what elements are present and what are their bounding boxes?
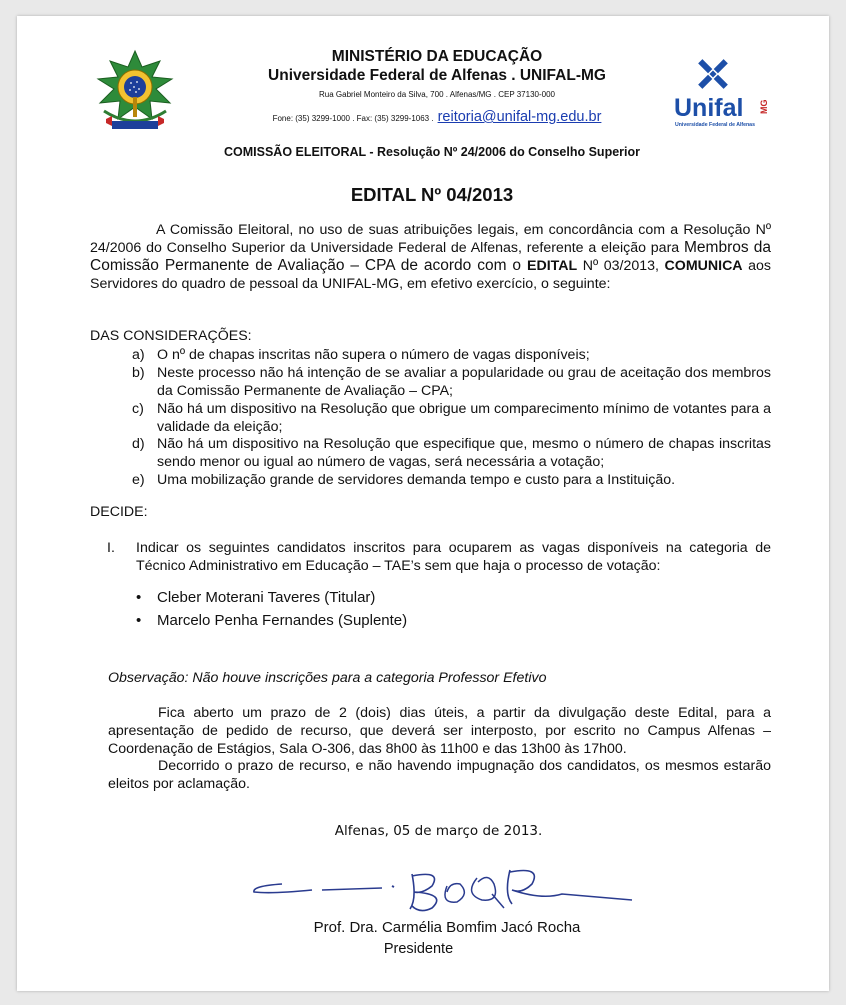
intro-paragraph (90, 221, 771, 293)
document-page (17, 16, 829, 991)
coat-of-arms-icon (90, 49, 180, 134)
candidate-name: Marcelo Penha Fernandes (Suplente) (157, 612, 408, 629)
ministry-heading: MINISTÉRIO DA EDUCAÇÃO (331, 48, 543, 65)
bullet-icon: • (136, 589, 142, 606)
decide-heading: DECIDE: (90, 504, 148, 520)
closing-text: Decorrido o prazo de recurso, e não havendo impugnação dos candidatos, os mesmos estarão eleitos por aclamação. (108, 758, 771, 792)
item-text: Neste processo não há intenção de se avaliar a popularidade ou grau de aceitação dos membros da Comissão Permanente de Avaliação – CPA; (157, 365, 771, 399)
commission-line: COMISSÃO ELEITORAL - Resolução Nº 24/2006 do Conselho Superior (224, 145, 640, 159)
place-date: Alfenas, 05 de março de 2013. (334, 823, 543, 839)
item-text: Não há um dispositivo na Resolução que obrigue um comparecimento mínimo de votantes para a validade da eleição; (157, 401, 771, 435)
item-text: Uma mobilização grande de servidores demanda tempo e custo para a Instituição. (157, 472, 676, 488)
deadline-text: Fica aberto um prazo de 2 (dois) dias úteis, a partir da divulgação deste Edital, para a apresentação de pedido de recurso, que deverá ser interposto, por escrito no Campus Alfenas – Coordenação de Estágios, Sala O-306, das 8h00 às 11h00 e das 13h00 às 17h00. (108, 705, 771, 757)
deadline-paragraph (108, 704, 771, 758)
phone-fax: Fone: (35) 3299-1000 . Fax: (35) 3299-1063 . (272, 114, 434, 123)
university-heading: Universidade Federal de Alfenas . UNIFAL-MG (268, 67, 606, 84)
item-text: Indicar os seguintes candidatos inscritos para ocuparem as vagas disponíveis na categoria de Técnico Administrativo em Educação – TAE’s sem que haja o processo de votação: (136, 540, 771, 574)
signer-role: Presidente (383, 941, 454, 957)
address-line: Rua Gabriel Monteiro da Silva, 700 . Alfenas/MG . CEP 37130-000 (319, 90, 555, 99)
observation-note: Observação: Não houve inscrições para a categoria Professor Efetivo (108, 670, 547, 686)
item-text: O nº de chapas inscritas não supera o número de vagas disponíveis; (157, 347, 590, 363)
considerations-heading: DAS CONSIDERAÇÕES: (90, 328, 252, 344)
document-title: EDITAL Nº 04/2013 (350, 184, 514, 205)
intro-text-1: A Comissão Eleitoral, no uso de suas atribuições legais, em concordância com a Resolução Nº 24/2006 do Conselho Superior da Universidade Federal de Alfenas, referente a eleição para (90, 222, 771, 256)
item-letter: d) (132, 436, 145, 452)
signer-name: Prof. Dra. Carmélia Bomfim Jacó Rocha (313, 919, 581, 936)
logo-suffix: MG (759, 99, 769, 114)
item-letter: a) (132, 347, 145, 363)
item-letter: e) (132, 472, 145, 488)
item-text: Não há um dispositivo na Resolução que especifique que, mesmo o número de chapas inscritas sendo menor ou igual ao número de vagas, será necessária a votação; (157, 436, 771, 470)
candidate-name: Cleber Moterani Taveres (Titular) (157, 589, 376, 606)
bullet-icon: • (136, 612, 142, 629)
edital-word: EDITAL (526, 258, 578, 274)
intro-text-2: Membros da Comissão Permanente de Avaliação – CPA de acordo com o (90, 239, 771, 274)
logo-caption: Universidade Federal de Alfenas (675, 122, 755, 128)
item-letter: c) (132, 401, 144, 417)
logo-wordmark: Unifal (674, 94, 744, 122)
intro-text-3: Nº 03/2013, (577, 258, 665, 274)
intro-text-4: aos Servidores do quadro de pessoal da UNIFAL-MG, em efetivo exercício, o seguinte: (90, 258, 772, 292)
contact-line (217, 109, 657, 125)
comunica-word: COMUNICA (664, 258, 743, 274)
item-number: I. (107, 540, 115, 556)
unifal-logo-icon (673, 54, 775, 132)
closing-paragraph (108, 757, 771, 793)
item-letter: b) (132, 365, 145, 381)
email-link[interactable]: reitoria@unifal-mg.edu.br (437, 109, 602, 125)
